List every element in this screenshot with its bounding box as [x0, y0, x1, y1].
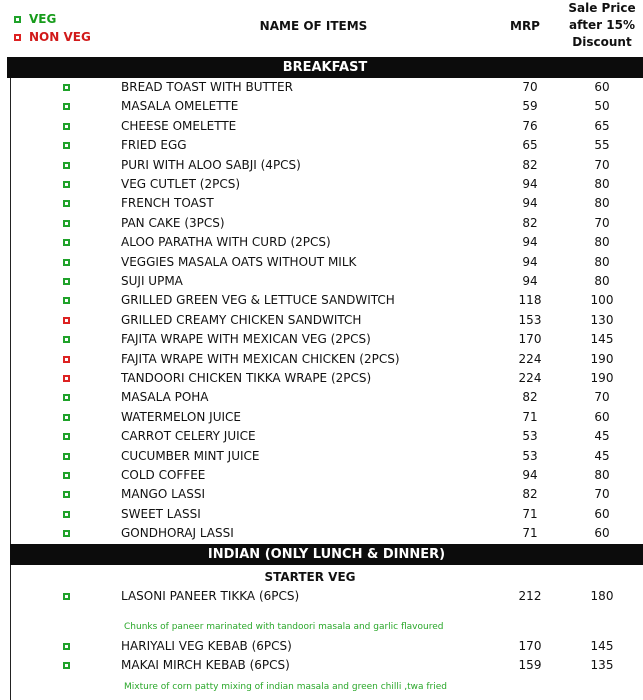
- menu-item-row: [0, 233, 643, 252]
- column-header-mrp: MRP: [510, 19, 540, 33]
- item-description: Chunks of paneer marinated with tandoori masala and garlic flavoured: [124, 622, 444, 632]
- legend: [14, 10, 91, 46]
- item-mrp: 94: [522, 468, 538, 482]
- item-mrp: 224: [518, 371, 542, 385]
- item-name: VEGGIES MASALA OATS WITHOUT MILK: [121, 254, 357, 269]
- item-sale-price: 60: [594, 80, 610, 94]
- item-mrp: 53: [522, 448, 538, 463]
- sale-header-line2: after 15%: [568, 18, 635, 32]
- menu-item-row: [0, 253, 643, 272]
- item-mrp: 71: [522, 506, 538, 521]
- item-sale-price: 50: [594, 99, 610, 114]
- veg-icon: [63, 84, 70, 91]
- veg-icon: [14, 16, 21, 23]
- item-mrp: 94: [522, 235, 538, 250]
- section-banner-breakfast: BREAKFAST: [7, 57, 643, 78]
- menu-item-row: [0, 311, 643, 330]
- item-sale-price: 145: [590, 639, 614, 653]
- item-name: ALOO PARATHA WITH CURD (2PCS): [121, 235, 331, 250]
- item-name: FAJITA WRAPE WITH MEXICAN VEG (2PCS): [121, 332, 371, 347]
- item-name: HARIYALI VEG KEBAB (6PCS): [121, 639, 292, 653]
- menu-item-row: [0, 447, 643, 466]
- menu-item-row: [0, 97, 643, 116]
- menu-item-row: [0, 291, 643, 310]
- item-sale-price: 135: [590, 658, 614, 672]
- item-name: VEG CUTLET (2PCS): [121, 177, 241, 191]
- item-sale-price: 80: [594, 196, 610, 211]
- veg-icon: [63, 239, 70, 246]
- item-sale-price: 55: [594, 138, 610, 153]
- item-mrp: 82: [522, 487, 538, 502]
- item-mrp: 94: [522, 196, 538, 211]
- item-name: PAN CAKE (3PCS): [121, 215, 225, 230]
- item-mrp: 94: [522, 274, 538, 288]
- item-name: CUCUMBER MINT JUICE: [121, 448, 260, 463]
- item-name: FRENCH TOAST: [121, 196, 214, 211]
- item-sale-price: 190: [590, 371, 614, 385]
- item-sale-price: 145: [590, 332, 614, 347]
- sale-header-line3: Discount: [572, 35, 632, 49]
- menu-item-row: [0, 485, 643, 504]
- item-mrp: 118: [518, 293, 542, 308]
- item-name: LASONI PANEER TIKKA (6PCS): [121, 589, 300, 603]
- nonveg-icon: [63, 375, 70, 382]
- menu-item-row: [0, 175, 643, 194]
- item-mrp: 70: [522, 80, 538, 94]
- nonveg-icon: [14, 34, 21, 41]
- veg-icon: [63, 511, 70, 518]
- veg-icon: [63, 103, 70, 110]
- item-sale-price: 80: [594, 274, 610, 288]
- menu-item-row: [0, 272, 643, 291]
- veg-icon: [63, 662, 70, 669]
- menu-item-row: [0, 388, 643, 407]
- item-sale-price: 180: [590, 589, 614, 603]
- item-sale-price: 70: [594, 487, 610, 502]
- item-name: CARROT CELERY JUICE: [121, 429, 256, 444]
- item-sale-price: 80: [594, 254, 610, 269]
- menu-item-row: [0, 637, 643, 656]
- nonveg-icon: [63, 317, 70, 324]
- menu-item-row: [0, 194, 643, 213]
- menu-item-row: [0, 214, 643, 233]
- item-mrp: 224: [518, 351, 542, 366]
- item-name: GRILLED GREEN VEG & LETTUCE SANDWITCH: [121, 293, 395, 308]
- nonveg-icon: [63, 356, 70, 363]
- veg-icon: [63, 593, 70, 600]
- item-sale-price: 80: [594, 235, 610, 250]
- item-name: TANDOORI CHICKEN TIKKA WRAPE (2PCS): [121, 371, 372, 385]
- item-mrp: 71: [522, 409, 538, 424]
- veg-icon: [63, 491, 70, 498]
- legend-veg-label: VEG: [29, 12, 57, 26]
- subheading-starter-veg: STARTER VEG: [264, 570, 356, 584]
- veg-icon: [63, 162, 70, 169]
- item-mrp: 94: [522, 177, 538, 191]
- item-name: GONDHORAJ LASSI: [121, 526, 234, 541]
- menu-item-row: [0, 78, 643, 97]
- veg-icon: [63, 181, 70, 188]
- item-name: MASALA OMELETTE: [121, 99, 239, 114]
- section-banner-indian: INDIAN (ONLY LUNCH & DINNER): [10, 544, 643, 565]
- item-name: BREAD TOAST WITH BUTTER: [121, 80, 293, 94]
- item-mrp: 53: [522, 429, 538, 444]
- item-name: WATERMELON JUICE: [121, 409, 241, 424]
- item-name: PURI WITH ALOO SABJI (4PCS): [121, 157, 301, 172]
- item-name: MANGO LASSI: [121, 487, 206, 502]
- veg-icon: [63, 414, 70, 421]
- item-sale-price: 60: [594, 409, 610, 424]
- item-sale-price: 130: [590, 312, 614, 327]
- veg-icon: [63, 297, 70, 304]
- item-mrp: 170: [518, 639, 542, 653]
- veg-icon: [63, 142, 70, 149]
- menu-item-row: [0, 466, 643, 485]
- menu-item-row: [0, 408, 643, 427]
- veg-icon: [63, 220, 70, 227]
- item-name: MAKAI MIRCH KEBAB (6PCS): [121, 658, 290, 672]
- menu-item-row: [0, 136, 643, 155]
- item-sale-price: 45: [594, 448, 610, 463]
- veg-icon: [63, 530, 70, 537]
- legend-veg: [14, 10, 91, 28]
- item-mrp: 94: [522, 254, 538, 269]
- menu-item-row: [0, 524, 643, 543]
- item-sale-price: 70: [594, 390, 610, 405]
- item-name: FRIED EGG: [121, 138, 187, 153]
- item-sale-price: 100: [590, 293, 614, 308]
- item-mrp: 212: [518, 589, 542, 603]
- item-mrp: 82: [522, 215, 538, 230]
- veg-icon: [63, 123, 70, 130]
- item-name: SWEET LASSI: [121, 506, 201, 521]
- legend-nonveg: [14, 28, 91, 46]
- veg-icon: [63, 336, 70, 343]
- menu-item-row: [0, 505, 643, 524]
- item-sale-price: 190: [590, 351, 614, 366]
- item-mrp: 170: [518, 332, 542, 347]
- item-sale-price: 60: [594, 526, 610, 541]
- item-name: FAJITA WRAPE WITH MEXICAN CHICKEN (2PCS): [121, 351, 400, 366]
- item-mrp: 82: [522, 157, 538, 172]
- item-mrp: 59: [522, 99, 538, 114]
- item-mrp: 71: [522, 526, 538, 541]
- left-border-indian: [10, 565, 11, 700]
- legend-nonveg-label: NON VEG: [29, 30, 91, 44]
- veg-icon: [63, 643, 70, 650]
- menu-item-row: [0, 427, 643, 446]
- veg-icon: [63, 453, 70, 460]
- item-name: MASALA POHA: [121, 390, 209, 405]
- item-mrp: 65: [522, 138, 538, 153]
- menu-item-row: [0, 330, 643, 349]
- item-mrp: 76: [522, 118, 538, 133]
- item-description: Mixture of corn patty mixing of indian masala and green chilli ,twa fried: [124, 682, 447, 692]
- veg-icon: [63, 259, 70, 266]
- item-sale-price: 80: [594, 177, 610, 191]
- item-mrp: 82: [522, 390, 538, 405]
- item-sale-price: 45: [594, 429, 610, 444]
- menu-item-row: [0, 656, 643, 675]
- veg-icon: [63, 394, 70, 401]
- veg-icon: [63, 433, 70, 440]
- item-name: CHEESE OMELETTE: [121, 118, 237, 133]
- sale-header-line1: Sale Price: [568, 1, 636, 15]
- veg-icon: [63, 200, 70, 207]
- menu-item-row: [0, 117, 643, 136]
- item-name: SUJI UPMA: [121, 274, 183, 288]
- item-sale-price: 70: [594, 157, 610, 172]
- item-mrp: 159: [518, 658, 542, 672]
- item-sale-price: 70: [594, 215, 610, 230]
- item-sale-price: 60: [594, 506, 610, 521]
- menu-item-row: [0, 369, 643, 388]
- item-mrp: 153: [518, 312, 542, 327]
- menu-item-row: [0, 156, 643, 175]
- veg-icon: [63, 278, 70, 285]
- item-sale-price: 80: [594, 468, 610, 482]
- column-header-name: NAME OF ITEMS: [259, 19, 368, 33]
- item-name: GRILLED CREAMY CHICKEN SANDWITCH: [121, 312, 362, 327]
- menu-item-row: [0, 350, 643, 369]
- item-name: COLD COFFEE: [121, 468, 206, 482]
- column-header-sale-price: [566, 0, 638, 51]
- item-sale-price: 65: [594, 118, 610, 133]
- veg-icon: [63, 472, 70, 479]
- menu-item-row: [0, 587, 643, 606]
